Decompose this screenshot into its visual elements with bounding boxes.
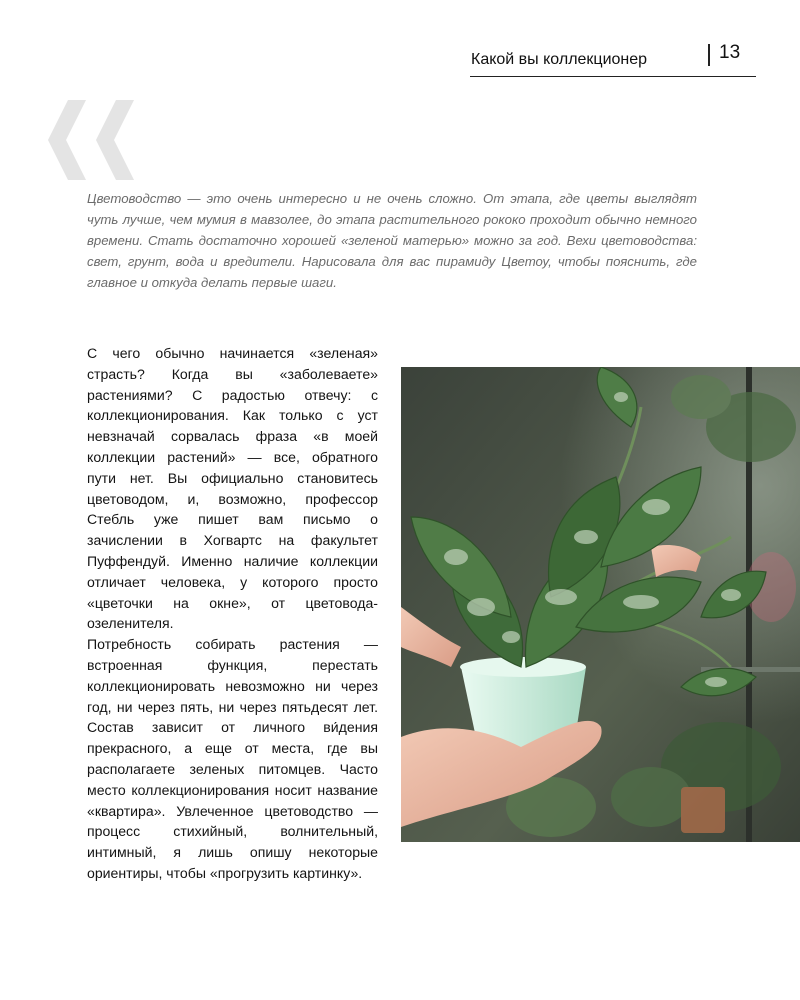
header-separator xyxy=(708,44,710,66)
body-paragraph: С чего обычно начинается «зеленая» страсть? Когда вы «заболеваете» растениями? С радостью отвечу: с коллекционирования. Как только с уст невзначай сорвалась фраза «в моей коллекции растений» — все, обратного пути нет. Вы официально становитесь цветоводом, и, возможно, профессор Стебль уже пишет вам письмо о зачислении в Хогвартс на факультет Пуффендуй. Именно наличие коллекции отличает человека, у которого просто «цветочки на окне», от цветовода-озеленителя. xyxy=(87,345,378,632)
body-text xyxy=(87,343,378,884)
chapter-title: Какой вы коллекционер xyxy=(471,51,648,68)
left-guillemet-icon xyxy=(40,78,150,188)
running-header xyxy=(470,42,756,77)
body-paragraph: Потребность собирать растения — встроенная функция, перестать коллекционировать невозможно ни через год, ни через пять, ни через пятьдесят лет. Состав зависит от личного ви́дения прекрасного, а еще от места, где вы располагаете зеленых питомцев. Часто место коллекционирования носит название «квартира». Увлеченное цветоводство — процесс стихийный, волнительный, интимный, я лишь опишу некоторые ориентиры, чтобы «прогрузить картинку». xyxy=(87,636,378,881)
page-number: 13 xyxy=(719,42,741,63)
plant-photo xyxy=(401,367,800,842)
epigraph-quote: Цветоводство — это очень интересно и не очень сложно. От этапа, где цветы выглядят чуть лучше, чем мумия в мавзолее, до этапа растительного рококо проходит обычно немного времени. Стать достаточно хорошей «зеленой матерью» можно за год. Вехи цветоводства: свет, грунт, вода и вредители. Нарисовала для вас пирамиду Цветоу, чтобы пояснить, где главное и откуда делать первые шаги. xyxy=(87,191,697,290)
